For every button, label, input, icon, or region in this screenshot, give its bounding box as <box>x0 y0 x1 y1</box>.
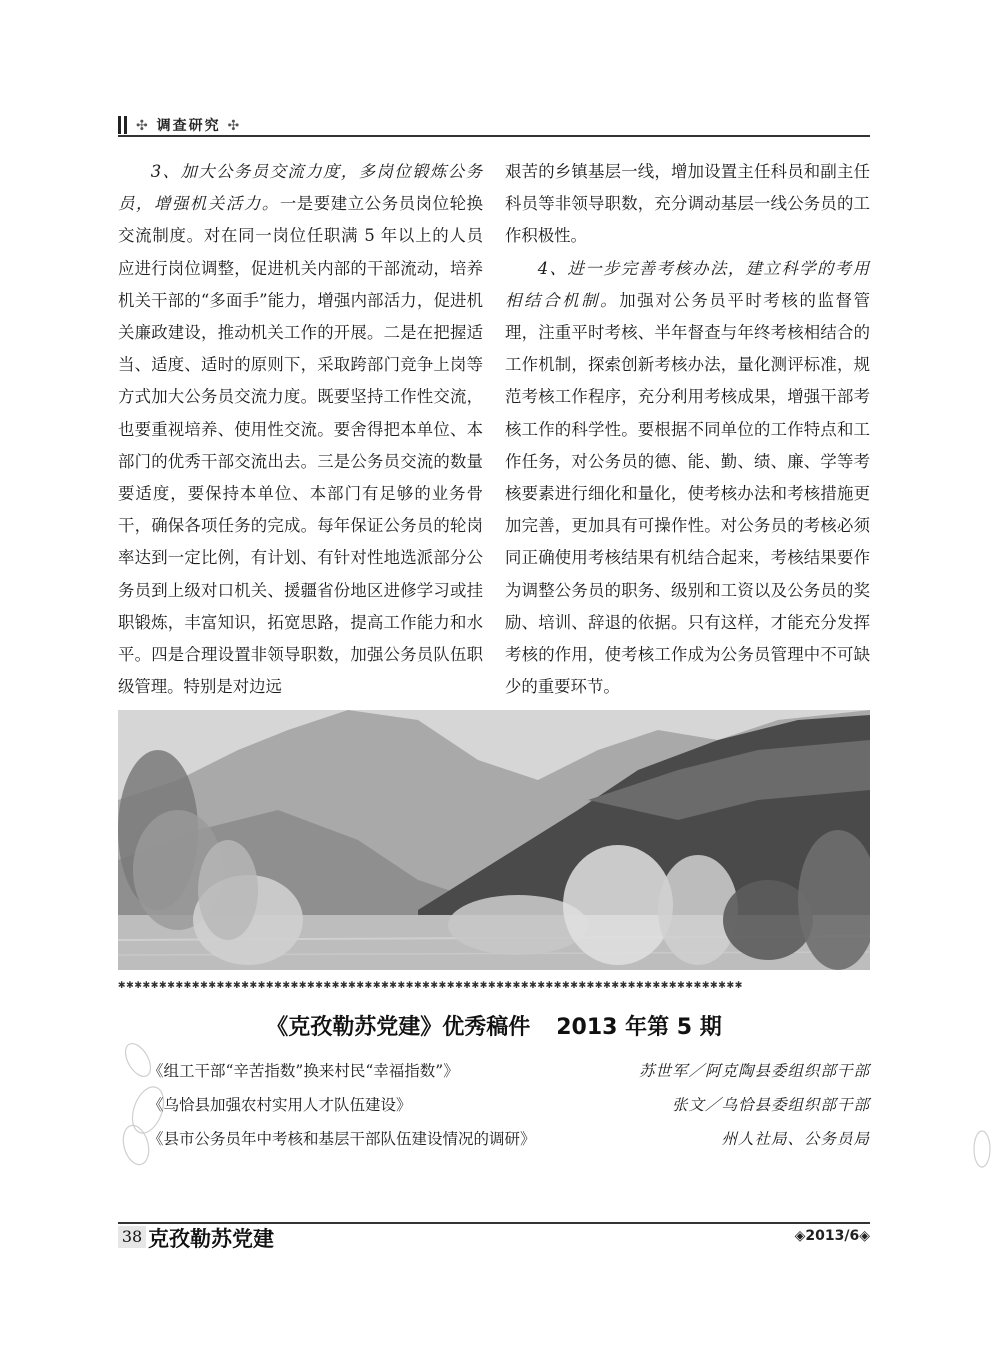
recommended-item-author: 张文／乌恰县委组织部干部 <box>671 1096 870 1114</box>
recommended-issue: 2013 年第 5 期 <box>556 1015 722 1040</box>
recommended-item <box>118 1054 870 1088</box>
recommended-item-title: 《乌恰县加强农村实用人才队伍建设》 <box>148 1096 412 1114</box>
recommended-item-title: 《组工干部“辛苦指数”换来村民“幸福指数”》 <box>148 1062 459 1080</box>
recommended-item <box>118 1122 870 1156</box>
leaf-decoration-icon <box>970 1128 992 1170</box>
running-header <box>118 114 870 136</box>
right-column <box>505 156 870 703</box>
paragraph-3 <box>118 156 483 703</box>
left-column <box>118 156 483 703</box>
header-bars-ornament <box>118 116 130 134</box>
magazine-name: 克孜勒苏党建 <box>148 1226 274 1251</box>
recommended-item <box>118 1088 870 1122</box>
paragraph-3-continuation: 艰苦的乡镇基层一线，增加设置主任科员和副主任科员等非领导职数，充分调动基层一线公务员的工作积极性。 <box>505 162 870 246</box>
paragraph-4 <box>505 253 870 704</box>
paragraph-4-body: 加强对公务员平时考核的监督管理，注重平时考核、半年督查与年终考核相结合的工作机制，探索创新考核办法，量化测评标准，规范考核工作程序，充分利用考核成果，增强干部考核工作的科学性。要根据不同单位的工作特点和工作任务，对公务员的德、能、勤、绩、廉、学等考核要素进行细化和量化，使考核办法和考核措施更加完善，更加具有可操作性。对公务员的考核必须同正确使用考核结果有机结合起来，考核结果要作为调整公务员的职务、级别和工资以及公务员的奖励、培训、辞退的依据。只有这样，才能充分发挥考核的作用，使考核工作成为公务员管理中不可缺少的重要环节。 <box>505 290 871 697</box>
landscape-photo <box>118 710 870 970</box>
section-label <box>136 115 241 135</box>
ornament-left-icon: ✣ <box>136 118 150 134</box>
header-rule <box>118 135 870 137</box>
section-title: 调查研究 <box>156 118 221 134</box>
recommended-title <box>118 1010 870 1041</box>
dotted-separator: ✱✱✱✱✱✱✱✱✱✱✱✱✱✱✱✱✱✱✱✱✱✱✱✱✱✱✱✱✱✱✱✱✱✱✱✱✱✱✱✱✱✱✱✱✱✱✱✱✱✱✱✱✱✱✱✱✱✱✱✱✱✱✱✱✱✱✱✱✱✱✱✱✱✱✱✱ <box>118 978 744 990</box>
recommended-list <box>118 1054 870 1156</box>
paragraph-4-heading: 4、进一步完善考核办法，建立科学的考用相结合机制。 <box>505 258 870 310</box>
recommended-title-text: 《克孜勒苏党建》优秀稿件 <box>266 1015 531 1040</box>
page-number: 38 <box>118 1226 146 1248</box>
paragraph-3-body: 一是要建立公务员岗位轮换交流制度。对在同一岗位任职满 5 年以上的人员应进行岗位调整，促进机关内部的干部流动，培养机关干部的“多面手”能力，增强内部活力，促进机关廉政建设，推动机关工作的开展。二是在把握适当、适度、适时的原则下，采取跨部门竞争上岗等方式加大公务员交流力度。既要坚持工作性交流，也要重视培养、使用性交流。要舍得把本单位、本部门的优秀干部交流出去。三是公务员交流的数量要适度，要保持本单位、本部门有足够的业务骨干，确保各项任务的完成。每年保证公务员的轮岗率达到一定比例，有计划、有针对性地选派部分公务员到上级对口机关、援疆省份地区进修学习或挂职锻炼，丰富知识，拓宽思路，提高工作能力和水平。四是合理设置非领导职数，加强公务员队伍职级管理。特别是对边远 <box>118 194 484 697</box>
recommended-item-author: 苏世军／阿克陶县委组织部干部 <box>638 1062 870 1080</box>
recommended-item-title: 《县市公务员年中考核和基层干部队伍建设情况的调研》 <box>148 1130 536 1148</box>
footer-issue: ◈2013/6◈ <box>794 1228 870 1244</box>
ornament-right-icon: ✣ <box>227 118 242 134</box>
recommended-item-author: 州人社局、公务员局 <box>721 1130 870 1148</box>
page-footer <box>118 1216 870 1252</box>
paragraph-3-heading: 3、加大公务员交流力度，多岗位锻炼公务员，增强机关活力。 <box>118 162 483 214</box>
